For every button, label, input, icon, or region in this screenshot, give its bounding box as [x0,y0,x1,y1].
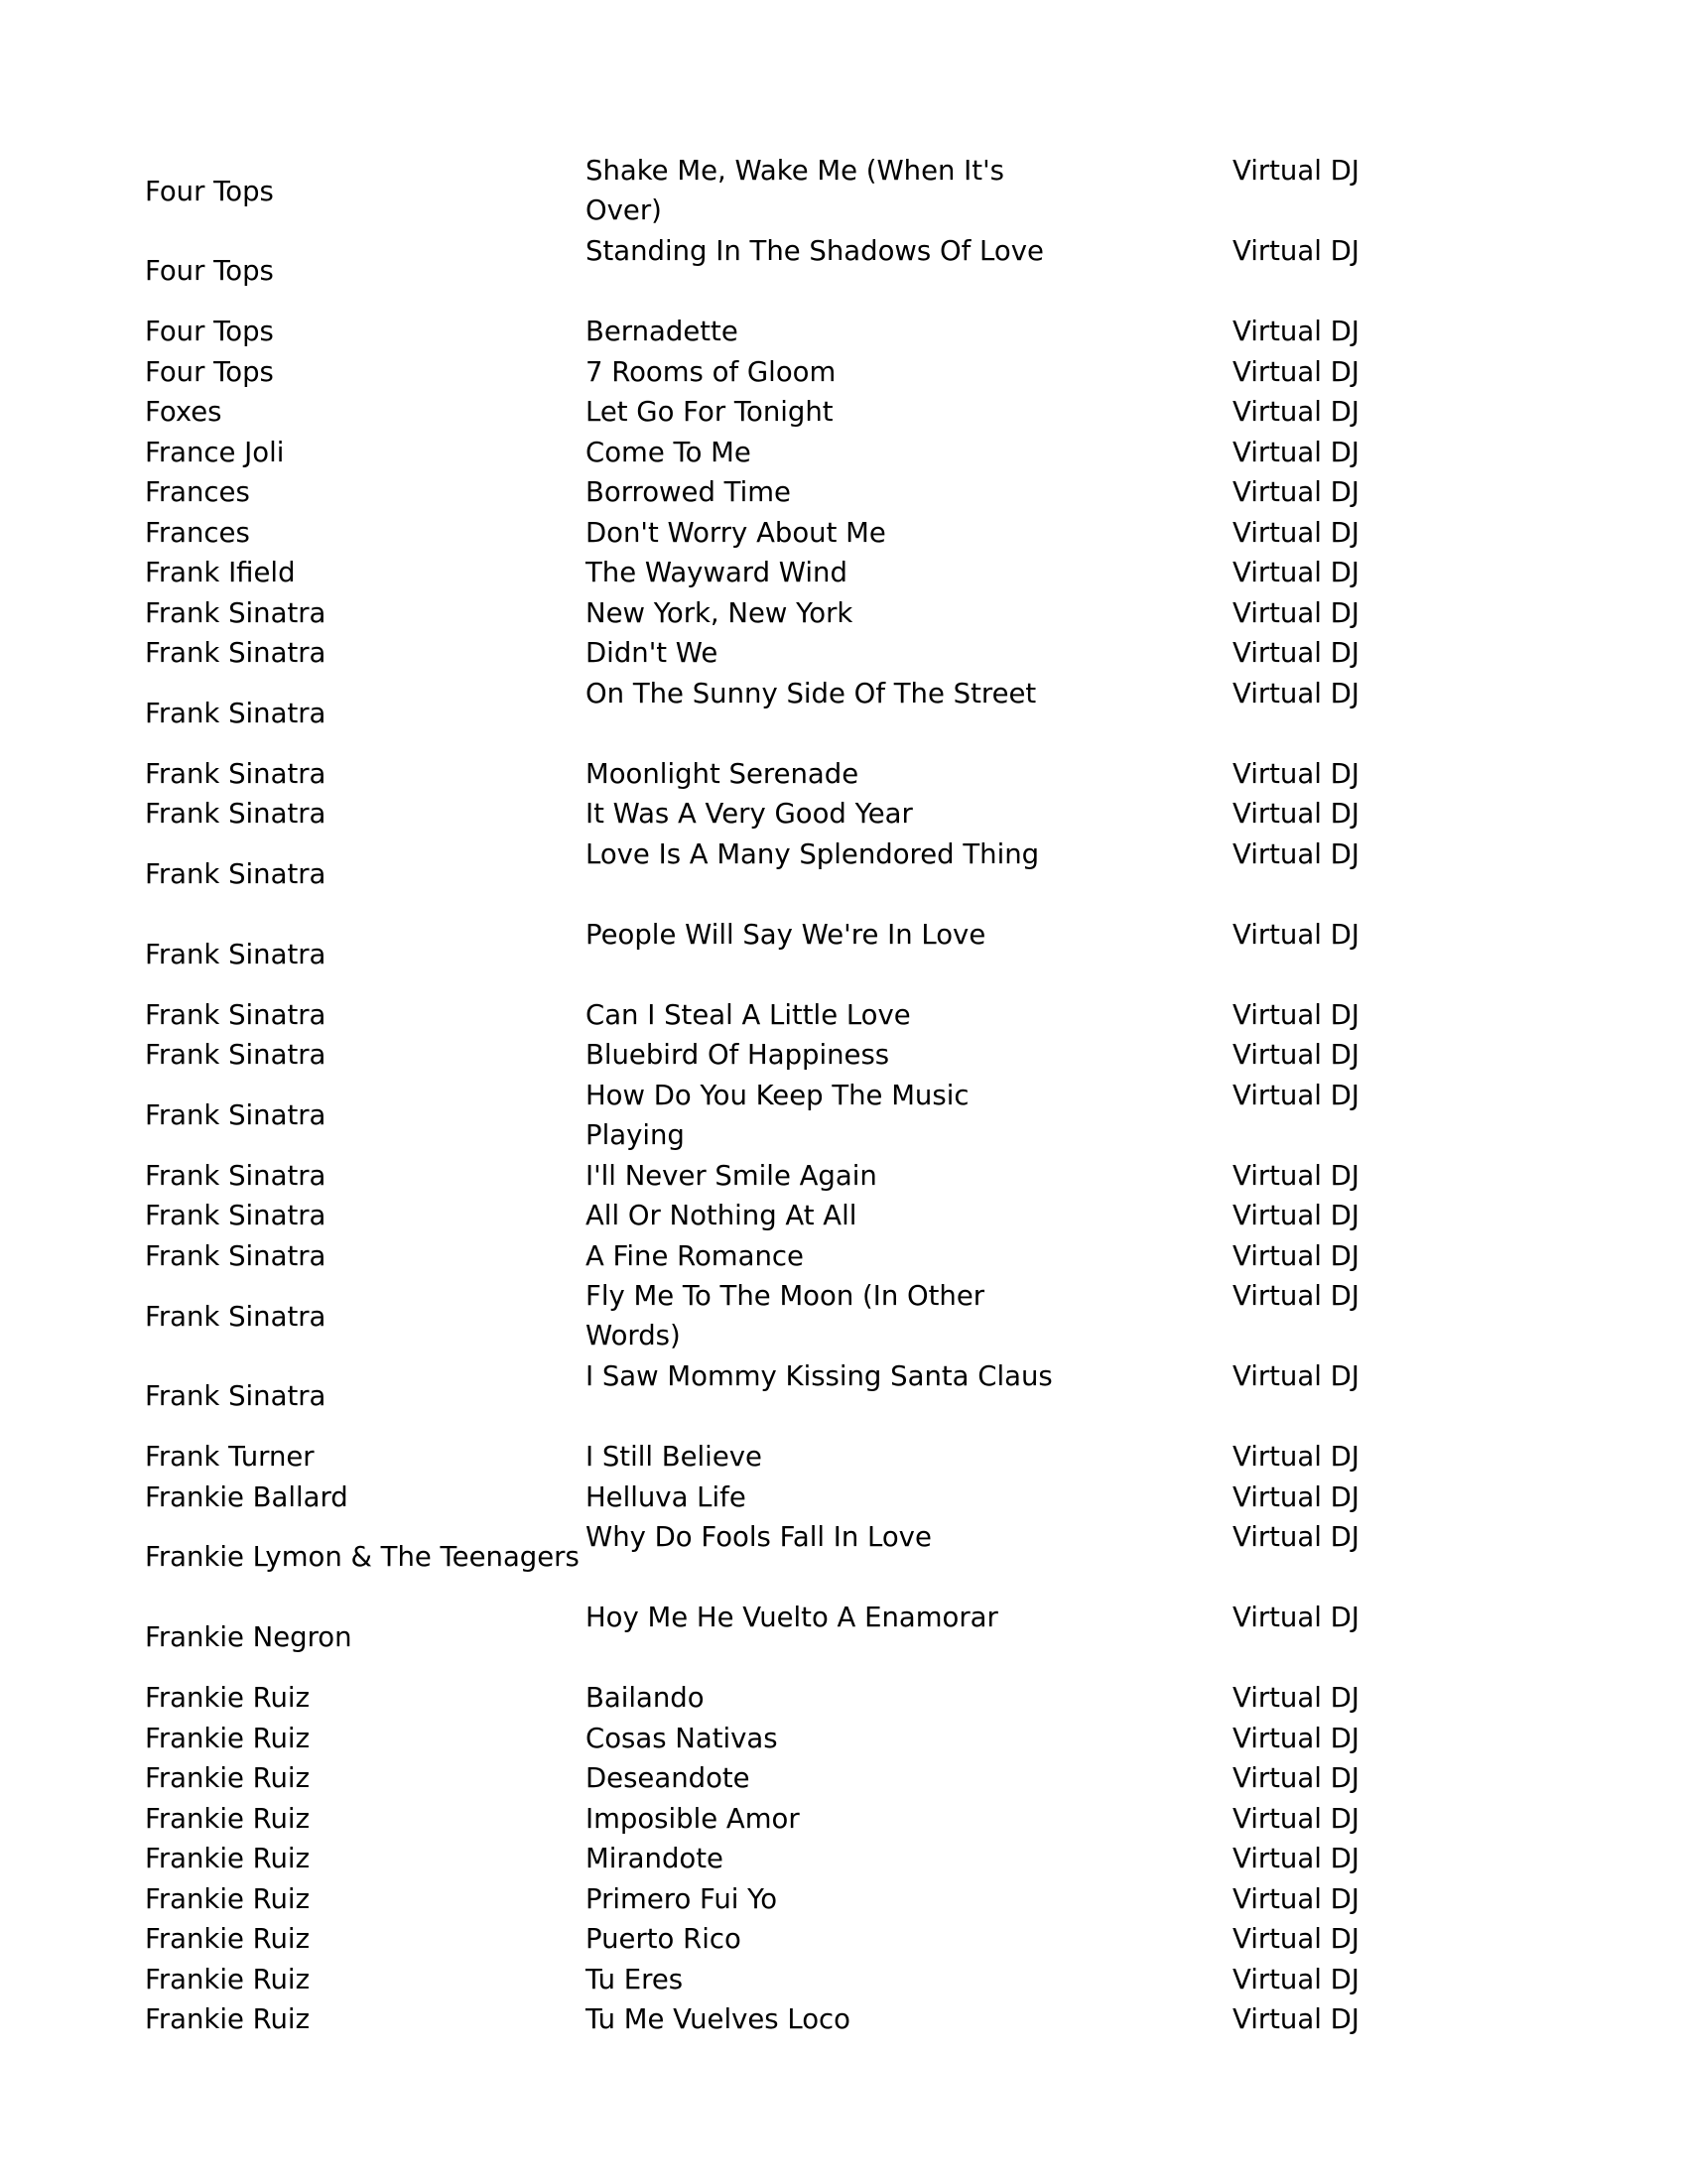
table-row [145,1276,1385,1356]
source-cell: Virtual DJ [1233,998,1360,1031]
table-row [145,433,1385,473]
table-row [145,1999,1385,2040]
title-cell [585,151,1233,231]
source-cell: Virtual DJ [1233,2003,1360,2035]
source-cell: Virtual DJ [1233,396,1360,428]
title-cell: Cosas Nativas [585,1722,778,1754]
table-row [145,151,1385,231]
source-cell: Virtual DJ [1233,1039,1360,1071]
title-cell [585,1276,1233,1356]
table-row [145,1919,1385,1960]
table-row [145,794,1385,835]
title-cell: I Still Believe [585,1441,762,1473]
source-cell: Virtual DJ [1233,1280,1360,1312]
source-cell: Virtual DJ [1233,1159,1360,1192]
source-cell: Virtual DJ [1233,316,1360,347]
source-cell: Virtual DJ [1233,1682,1360,1714]
table-row [145,1477,1385,1518]
title-cell: Bailando [585,1682,705,1714]
table-row [145,674,1385,754]
song-table-body [145,151,1385,2040]
source-cell: Virtual DJ [1233,837,1360,870]
source-cell: Virtual DJ [1233,1843,1360,1874]
artist-cell: Frankie Ruiz [145,1682,311,1714]
artist-cell: Frank Sinatra [145,1380,326,1412]
source-cell: Virtual DJ [1233,1079,1360,1111]
artist-cell: Frankie Ruiz [145,2003,311,2035]
source-cell: Virtual DJ [1233,1200,1360,1231]
artist-cell: Frankie Ruiz [145,1843,311,1874]
table-row [145,1076,1385,1156]
source-cell: Virtual DJ [1233,918,1360,951]
title-cell: Love Is A Many Splendored Thing [585,837,1040,870]
table-row [145,312,1385,352]
source-cell: Virtual DJ [1233,1923,1360,1955]
table-row [145,1839,1385,1879]
table-row [145,352,1385,393]
title-cell: A Fine Romance [585,1239,804,1272]
title-cell: Tu Eres [585,1963,684,1995]
table-row [145,1799,1385,1840]
source-cell: Virtual DJ [1233,355,1360,388]
source-cell: Virtual DJ [1233,235,1360,267]
source-cell: Virtual DJ [1233,155,1360,187]
title-line-2: Playing [585,1118,685,1151]
table-row [145,1719,1385,1759]
artist-cell: Frankie Ruiz [145,1963,311,1995]
artist-cell: Frank Sinatra [145,1159,326,1192]
artist-cell: Frankie Negron [145,1621,352,1653]
artist-cell: Frankie Lymon & The Teenagers [145,1541,580,1573]
source-cell: Virtual DJ [1233,557,1360,588]
table-row [145,231,1385,312]
song-table [145,151,1385,2040]
source-cell: Virtual DJ [1233,436,1360,468]
table-row [145,633,1385,674]
table-row [145,1517,1385,1598]
source-cell: Virtual DJ [1233,476,1360,508]
artist-cell: Frank Sinatra [145,1200,326,1231]
table-row [145,995,1385,1036]
table-row [145,1035,1385,1076]
title-cell: Can I Steal A Little Love [585,998,911,1031]
artist-cell: France Joli [145,436,285,468]
table-row [145,1356,1385,1437]
source-cell: Virtual DJ [1233,596,1360,629]
title-line: Shake Me, Wake Me (When It's [585,155,1004,187]
source-cell: Virtual DJ [1233,1963,1360,1995]
table-row [145,1437,1385,1477]
source-cell: Virtual DJ [1233,637,1360,669]
artist-cell: Frank Sinatra [145,798,326,830]
title-cell: Moonlight Serenade [585,757,859,790]
title-cell: Imposible Amor [585,1802,800,1835]
artist-cell: Frank Sinatra [145,998,326,1031]
artist-cell: Frankie Ruiz [145,1802,311,1835]
source-cell: Virtual DJ [1233,1360,1360,1392]
source-cell: Virtual DJ [1233,677,1360,709]
title-cell: Mirandote [585,1843,723,1874]
table-row [145,754,1385,795]
title-cell: New York, New York [585,596,853,629]
artist-cell: Four Tops [145,316,274,347]
artist-cell: Frank Turner [145,1441,315,1473]
source-cell: Virtual DJ [1233,1722,1360,1754]
source-cell: Virtual DJ [1233,1441,1360,1473]
title-line: Fly Me To The Moon (In Other [585,1280,985,1312]
source-cell: Virtual DJ [1233,1882,1360,1915]
artist-cell: Frank Sinatra [145,1039,326,1071]
title-cell: On The Sunny Side Of The Street [585,677,1037,709]
title-cell: Didn't We [585,637,718,669]
artist-cell: Frank Sinatra [145,1300,326,1333]
title-cell: I'll Never Smile Again [585,1159,877,1192]
title-cell [585,1076,1233,1156]
title-cell: Borrowed Time [585,476,791,508]
artist-cell: Frankie Ruiz [145,1762,311,1794]
table-row [145,392,1385,433]
table-row [145,1879,1385,1920]
table-row [145,1156,1385,1197]
title-cell: Why Do Fools Fall In Love [585,1521,932,1553]
artist-cell: Frankie Ballard [145,1480,348,1513]
title-cell: Tu Me Vuelves Loco [585,2003,850,2035]
title-cell: It Was A Very Good Year [585,798,913,830]
artist-cell: Frank Sinatra [145,596,326,629]
title-cell: Bernadette [585,316,738,347]
table-row [145,1236,1385,1277]
artist-cell: Frank Sinatra [145,637,326,669]
artist-cell: Frankie Ruiz [145,1882,311,1915]
title-cell: Primero Fui Yo [585,1882,778,1915]
table-row [145,1758,1385,1799]
title-cell: Helluva Life [585,1480,746,1513]
title-line: How Do You Keep The Music [585,1079,970,1111]
table-row [145,1960,1385,2000]
table-row [145,915,1385,995]
source-cell: Virtual DJ [1233,1802,1360,1835]
source-cell: Virtual DJ [1233,757,1360,790]
table-row [145,1196,1385,1236]
source-cell: Virtual DJ [1233,1762,1360,1794]
title-cell: Come To Me [585,436,751,468]
artist-cell: Frankie Ruiz [145,1722,311,1754]
table-row [145,472,1385,513]
title-line-2: Over) [585,194,662,226]
artist-cell: Frank Sinatra [145,757,326,790]
title-cell: Let Go For Tonight [585,396,834,428]
title-cell: People Will Say We're In Love [585,918,986,951]
artist-cell: Four Tops [145,175,274,207]
table-row [145,553,1385,593]
table-row [145,835,1385,915]
title-cell: Standing In The Shadows Of Love [585,235,1044,267]
table-row [145,1598,1385,1678]
artist-cell: Frankie Ruiz [145,1923,311,1955]
table-row [145,513,1385,554]
title-cell: All Or Nothing At All [585,1200,857,1231]
artist-cell: Frank Sinatra [145,1099,326,1131]
table-row [145,593,1385,634]
artist-cell: Frank Sinatra [145,857,326,890]
artist-cell: Frank Sinatra [145,1239,326,1272]
title-cell: Bluebird Of Happiness [585,1039,890,1071]
title-cell: Hoy Me He Vuelto A Enamorar [585,1602,998,1633]
source-cell: Virtual DJ [1233,516,1360,549]
artist-cell: Four Tops [145,255,274,287]
artist-cell: Frank Ifield [145,557,296,588]
source-cell: Virtual DJ [1233,1480,1360,1513]
title-line-2: Words) [585,1320,681,1351]
artist-cell: Frances [145,516,250,549]
title-cell: I Saw Mommy Kissing Santa Claus [585,1360,1053,1392]
source-cell: Virtual DJ [1233,1602,1360,1633]
title-cell: 7 Rooms of Gloom [585,355,837,388]
source-cell: Virtual DJ [1233,1521,1360,1553]
artist-cell: Frank Sinatra [145,938,326,970]
artist-cell: Frances [145,476,250,508]
title-cell: Don't Worry About Me [585,516,886,549]
table-row [145,1678,1385,1719]
artist-cell: Frank Sinatra [145,697,326,729]
artist-cell: Four Tops [145,355,274,388]
artist-cell: Foxes [145,396,222,428]
title-cell: Puerto Rico [585,1923,741,1955]
source-cell: Virtual DJ [1233,798,1360,830]
title-cell: Deseandote [585,1762,750,1794]
source-cell: Virtual DJ [1233,1239,1360,1272]
title-cell: The Wayward Wind [585,557,847,588]
